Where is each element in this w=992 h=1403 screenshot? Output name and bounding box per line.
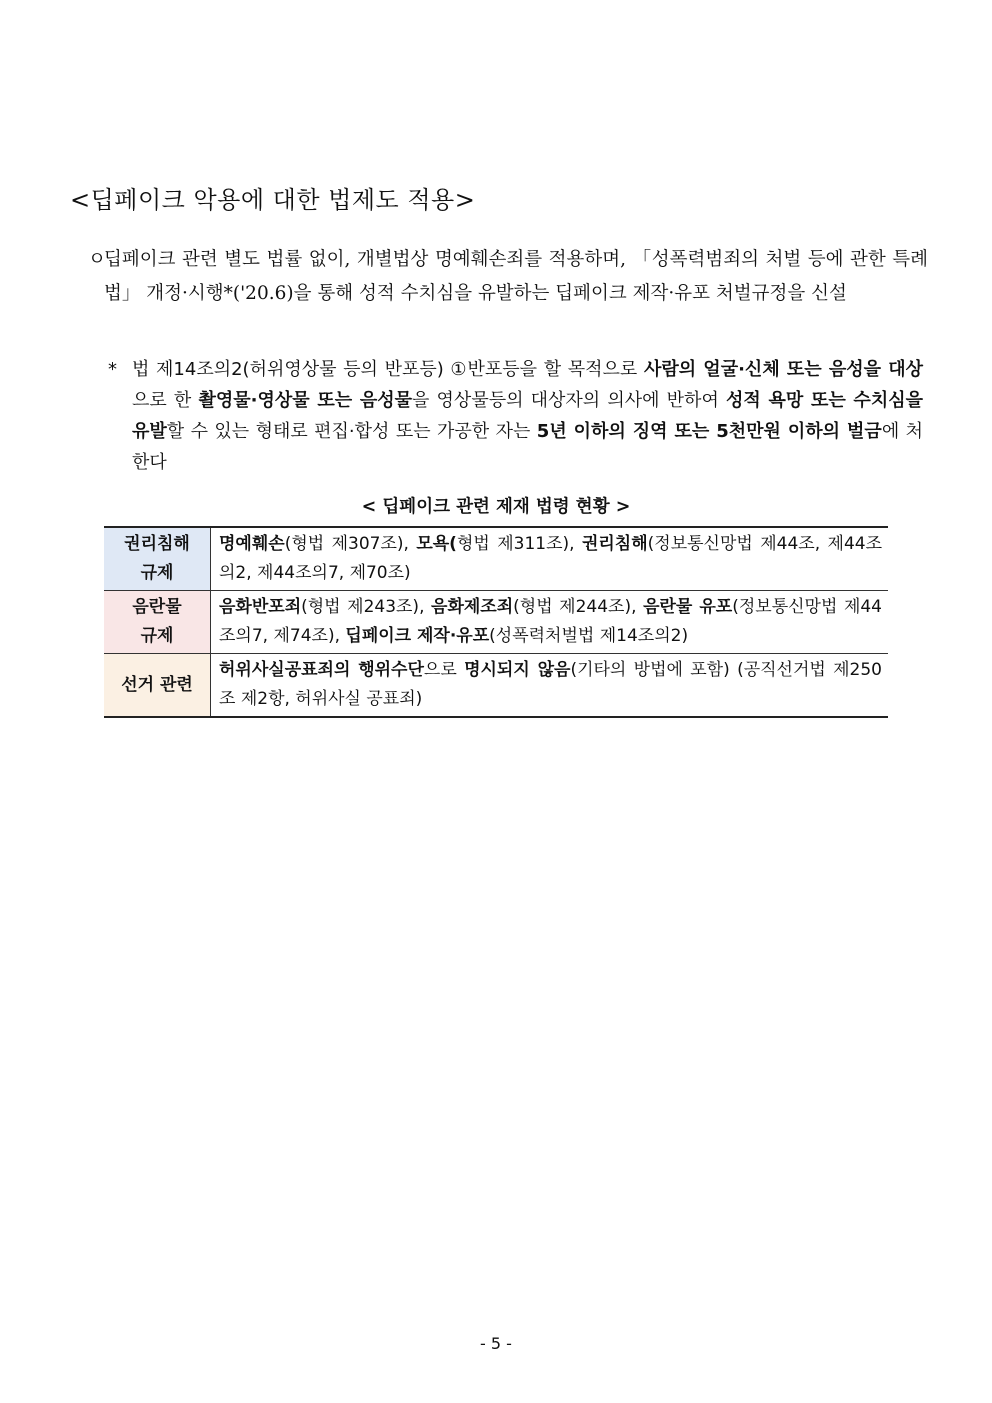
- page-number: - 5 -: [480, 1334, 512, 1353]
- emphasis-text: 음란물 유포: [643, 597, 733, 617]
- row-category: 선거 관련: [104, 654, 211, 718]
- body-text: (정보통신망법 제44조의7, 제74조),: [219, 597, 882, 646]
- body-text: 에 처한다: [132, 421, 924, 473]
- bullet-mark: ㅇ: [88, 249, 106, 270]
- emphasis-text: 허위사실공표죄의 행위수단: [219, 660, 424, 680]
- body-text: 법 제14조의2(허위영상물 등의 반포등) ①반포등을 할 목적으로: [132, 359, 644, 380]
- body-text: 으로 한: [132, 390, 199, 411]
- law-note: [108, 354, 923, 478]
- row-description: [211, 527, 889, 591]
- row-category: 권리침해 규제: [104, 527, 211, 591]
- emphasis-text: 음화제조죄: [431, 597, 514, 617]
- bullet-text: 딥페이크 관련 별도 법률 없이, 개별법상 명예훼손죄를 적용하며, 「성폭력범죄의 처벌 등에 관한 특례법」 개정·시행*('20.6)을 통해 성적 수치심을 유발하는 딥페이크 제작·유포 처벌규정을 신설: [104, 249, 928, 304]
- row-description: [211, 654, 889, 718]
- body-text: 형법 제311조),: [456, 534, 582, 554]
- note-mark: *: [108, 359, 117, 380]
- section-title: <딥페이크 악용에 대한 법제도 적용>: [70, 186, 476, 214]
- emphasis-text: 권리침해: [581, 534, 648, 554]
- row-category: 음란물 규제: [104, 591, 211, 654]
- body-text: 할 수 있는 형태로 편집·합성 또는 가공한 자는: [166, 421, 537, 442]
- emphasis-text: 5년 이하의 징역 또는 5천만원 이하의 벌금: [536, 421, 882, 442]
- emphasis-text: 촬영물·영상물 또는 음성물: [198, 390, 412, 411]
- emphasis-text: 성적 욕망 또는 수치심을 유발: [132, 390, 923, 442]
- bullet-paragraph: [88, 243, 928, 311]
- body-text: 으로: [423, 660, 465, 680]
- body-text: (형법 제244조),: [513, 597, 644, 617]
- emphasis-text: 사람의 얼굴·신체 또는 음성을 대상: [643, 359, 924, 380]
- note-text: [132, 354, 923, 478]
- emphasis-text: 명시되지 않음: [464, 660, 571, 680]
- body-text: (기타의 방법에 포함) (공직선거법 제250조 제2항, 허위사실 공표죄): [219, 660, 882, 709]
- row-description: [211, 591, 889, 654]
- law-table: [104, 526, 888, 718]
- table-row: [104, 591, 888, 654]
- emphasis-text: 딥페이크 제작·유포: [345, 626, 490, 646]
- body-text: (형법 제243조),: [301, 597, 432, 617]
- emphasis-text: 음화반포죄: [219, 597, 302, 617]
- emphasis-text: 명예훼손: [219, 534, 285, 554]
- table-row: [104, 527, 888, 591]
- table-row: [104, 654, 888, 718]
- body-text: 을 영상물등의 대상자의 의사에 반하여: [412, 390, 726, 411]
- body-text: (형법 제307조),: [284, 534, 417, 554]
- body-text: (정보통신망법 제44조, 제44조의2, 제44조의7, 제70조): [219, 534, 882, 583]
- table-caption: < 딥페이크 관련 제재 법령 현황 >: [361, 497, 631, 517]
- emphasis-text: 모욕(: [416, 534, 457, 554]
- body-text: (성폭력처벌법 제14조의2): [489, 626, 689, 646]
